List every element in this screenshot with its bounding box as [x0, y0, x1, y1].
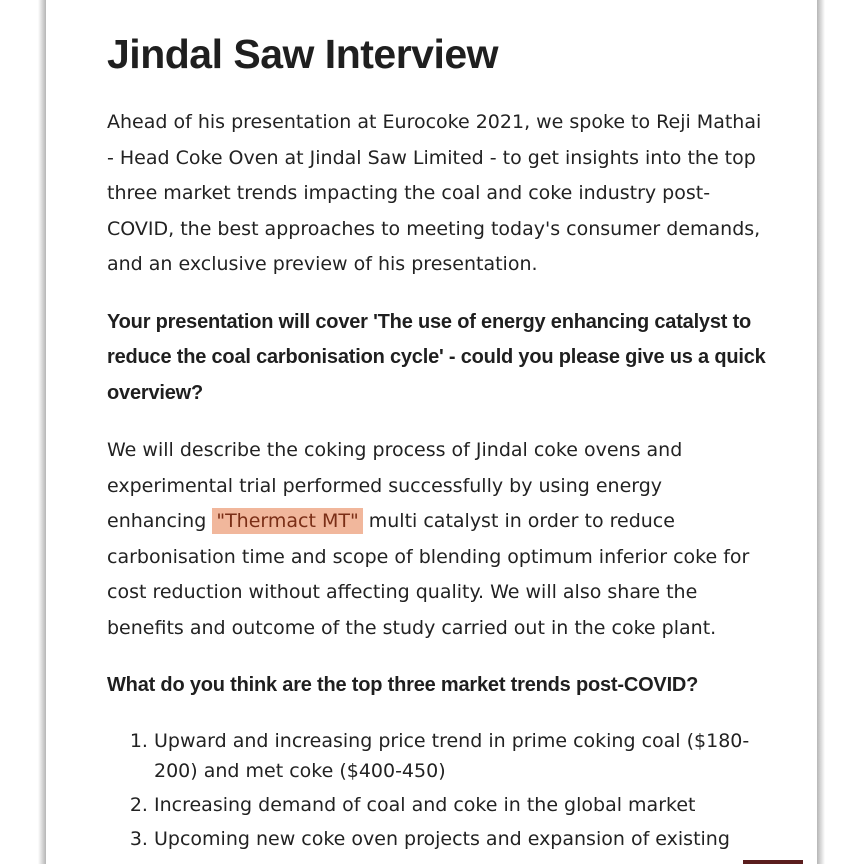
- article-body: [107, 30, 767, 858]
- list-item: 1. Upward and increasing price trend in prime coking coal ($180-200) and met coke ($400-450): [154, 726, 767, 786]
- question-2: What do you think are the top three market trends post-COVID?: [107, 674, 699, 697]
- answer-1: [107, 433, 767, 646]
- answer-1-text-after: multi catalyst in order to reduce carbonisation time and scope of blending optimum inferior coke for cost reduction without affecting quality. We will also share the benefits and outcome of the study carried out in the coke plant.: [107, 510, 750, 639]
- page-shadow-right: [817, 0, 825, 864]
- highlighted-term[interactable]: "Thermact MT": [212, 508, 362, 534]
- intro-paragraph: Ahead of his presentation at Eurocoke 2021, we spoke to Reji Mathai - Head Coke Oven at Jindal Saw Limited - to get insights into the top three market trends impacting the coal and coke industry post-COVID, the best approaches to meeting today's consumer demands, and an exclusive preview of his presentation.: [107, 111, 762, 276]
- question-1: Your presentation will cover 'The use of energy enhancing catalyst to reduce the coal carbonisation cycle' - could you please give us a quick overview?: [107, 310, 766, 404]
- page-shadow-left: [38, 0, 46, 864]
- document-page: [46, 0, 817, 864]
- answer-1-text-before: We will describe the coking process of Jindal coke ovens and experimental trial performed successfully by using energy enhancing: [107, 439, 683, 533]
- list-item: 3. Upcoming new coke oven projects and expansion of existing: [154, 824, 767, 854]
- footer-mark: [743, 860, 803, 864]
- article-title: Jindal Saw Interview: [107, 31, 499, 77]
- trends-list: [107, 726, 767, 854]
- list-item: 2. Increasing demand of coal and coke in the global market: [154, 790, 767, 820]
